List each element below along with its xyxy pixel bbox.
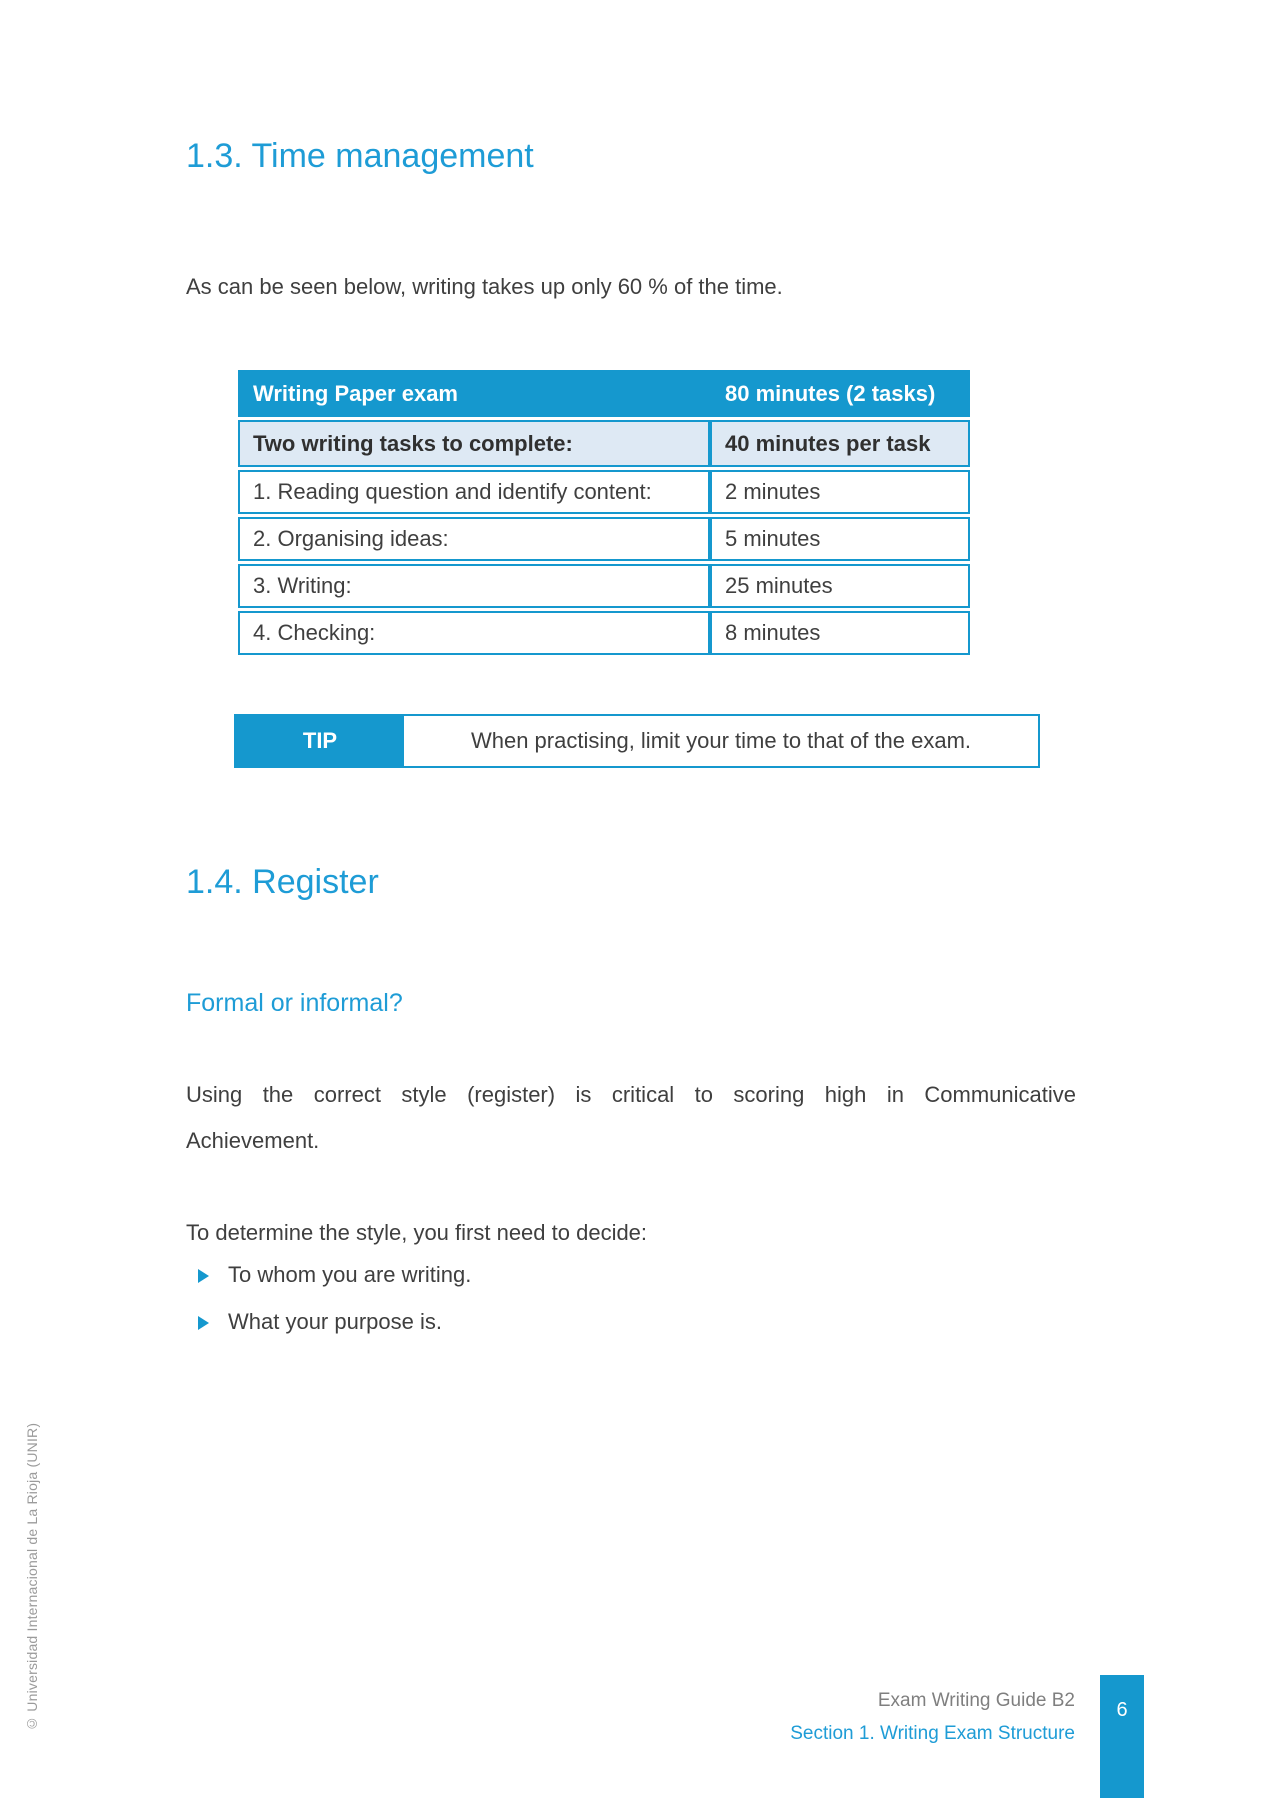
triangle-bullet-icon (198, 1269, 209, 1283)
table-cell-task: 1. Reading question and identify content: (238, 470, 710, 514)
table-cell-time: 8 minutes (710, 611, 970, 655)
footer (650, 1684, 1075, 1750)
bullet-text: To whom you are writing. (228, 1262, 472, 1287)
table-cell-task: 3. Writing: (238, 564, 710, 608)
page-number: 6 (1116, 1699, 1128, 1721)
footer-section-title: Section 1. Writing Exam Structure (790, 1723, 1075, 1744)
triangle-bullet-icon (198, 1316, 209, 1330)
register-paragraph-line1: Using the correct style (register) is critical to scoring high in Communicative (186, 1082, 1076, 1107)
register-paragraph (186, 1072, 1076, 1164)
section-heading-1-4: 1.4. Register (186, 863, 379, 901)
tip-callout (234, 714, 1040, 768)
table-subheader-cell: 40 minutes per task (710, 420, 970, 467)
page-number-box (1100, 1675, 1144, 1798)
tip-label: TIP (236, 716, 404, 766)
table-cell-time: 2 minutes (710, 470, 970, 514)
bullet-item (198, 1260, 471, 1290)
table-row (238, 564, 970, 608)
determine-style-paragraph: To determine the style, you first need to decide: (186, 1220, 648, 1245)
table-row (238, 517, 970, 561)
table-cell-task: 2. Organising ideas: (238, 517, 710, 561)
tip-text: When practising, limit your time to that of the exam. (470, 728, 972, 753)
bullet-text: What your purpose is. (228, 1309, 442, 1334)
table-row (238, 470, 970, 514)
table-row (238, 611, 970, 655)
time-management-table (238, 367, 970, 658)
subsection-heading-formal-informal: Formal or informal? (186, 989, 403, 1017)
intro-paragraph: As can be seen below, writing takes up only 60 % of the time. (186, 274, 783, 299)
section-heading-1-3: 1.3. Time management (186, 137, 534, 175)
table-header-cell: 80 minutes (2 tasks) (710, 370, 970, 417)
table-cell-task: 4. Checking: (238, 611, 710, 655)
table-subheader-row (238, 420, 970, 467)
copyright-vertical-text: © Universidad Internacional de La Rioja (UNIR) (24, 1422, 40, 1732)
table-cell-time: 5 minutes (710, 517, 970, 561)
table-header-row (238, 370, 970, 417)
table-cell-time: 25 minutes (710, 564, 970, 608)
register-paragraph-line2: Achievement. (186, 1128, 320, 1153)
table-header-cell: Writing Paper exam (238, 370, 710, 417)
footer-book-title: Exam Writing Guide B2 (877, 1690, 1075, 1711)
table-subheader-cell: Two writing tasks to complete: (238, 420, 710, 467)
bullet-item (198, 1307, 442, 1337)
